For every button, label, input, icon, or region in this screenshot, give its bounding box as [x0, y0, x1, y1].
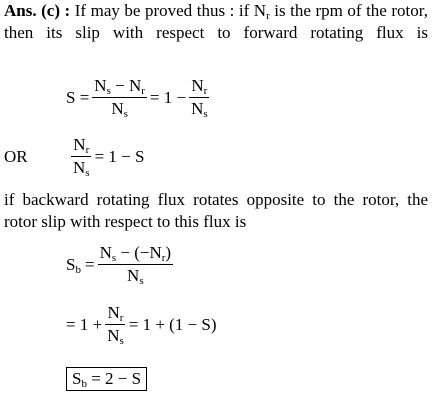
backward-flux-text: if backward rotating flux rotates opposite to the rotor, the rotor slip with respect to this flux is: [4, 190, 428, 231]
slip-backward-simplified: [66, 303, 217, 346]
intro-text-a: If may be proved thus : if N: [70, 1, 267, 20]
eq1-fraction-1-denominator: $N_s$: [111, 99, 128, 120]
eq4-fraction-denominator: $N_s$: [107, 326, 124, 347]
eq1-fraction-2: [189, 76, 210, 119]
eq3-fraction-numerator: $N_s - (-N_r)$: [99, 243, 172, 264]
eq2-fraction: [71, 135, 92, 178]
eq4-lhs: = 1 +: [66, 314, 103, 334]
answer-label: Ans. (c) :: [4, 1, 71, 20]
eq4-rhs: = 1 + (1 − S): [128, 314, 217, 334]
eq2-fraction-denominator: $N_s$: [73, 158, 90, 179]
or-equation: [4, 135, 144, 178]
or-label: OR: [4, 146, 28, 166]
final-result-box: $S_b = 2 - S$: [66, 367, 147, 391]
eq1-lhs: S =: [66, 87, 90, 107]
eq2-fraction-numerator: $N_r$: [73, 135, 90, 156]
final-result: [66, 367, 147, 391]
eq4-fraction: [105, 303, 126, 346]
eq4-fraction-numerator: $N_r$: [107, 303, 124, 324]
intro-text-b: is the rpm of the rotor, then its slip with respect to forward rotating flux is: [4, 1, 428, 42]
eq3-equals: =: [84, 254, 95, 274]
intro-subscript-r: r: [266, 10, 270, 22]
slip-forward-equation: [66, 76, 213, 119]
eq3-fraction-denominator: $N_s$: [127, 266, 144, 287]
eq1-fraction-2-numerator: $N_r$: [191, 76, 208, 97]
eq1-middle: = 1 −: [149, 87, 187, 107]
eq2-rhs: = 1 − S: [94, 146, 145, 166]
slip-backward-equation: [66, 243, 176, 286]
eq3-fraction: [98, 243, 174, 286]
eq1-fraction-2-denominator: $N_s$: [191, 99, 208, 120]
eq1-fraction-1: [92, 76, 147, 119]
answer-intro-paragraph: [4, 0, 428, 44]
backward-flux-paragraph: [4, 189, 428, 233]
eq3-lhs: $S_b$: [66, 254, 81, 276]
eq1-fraction-1-numerator: $N_s - N_r$: [94, 76, 145, 97]
